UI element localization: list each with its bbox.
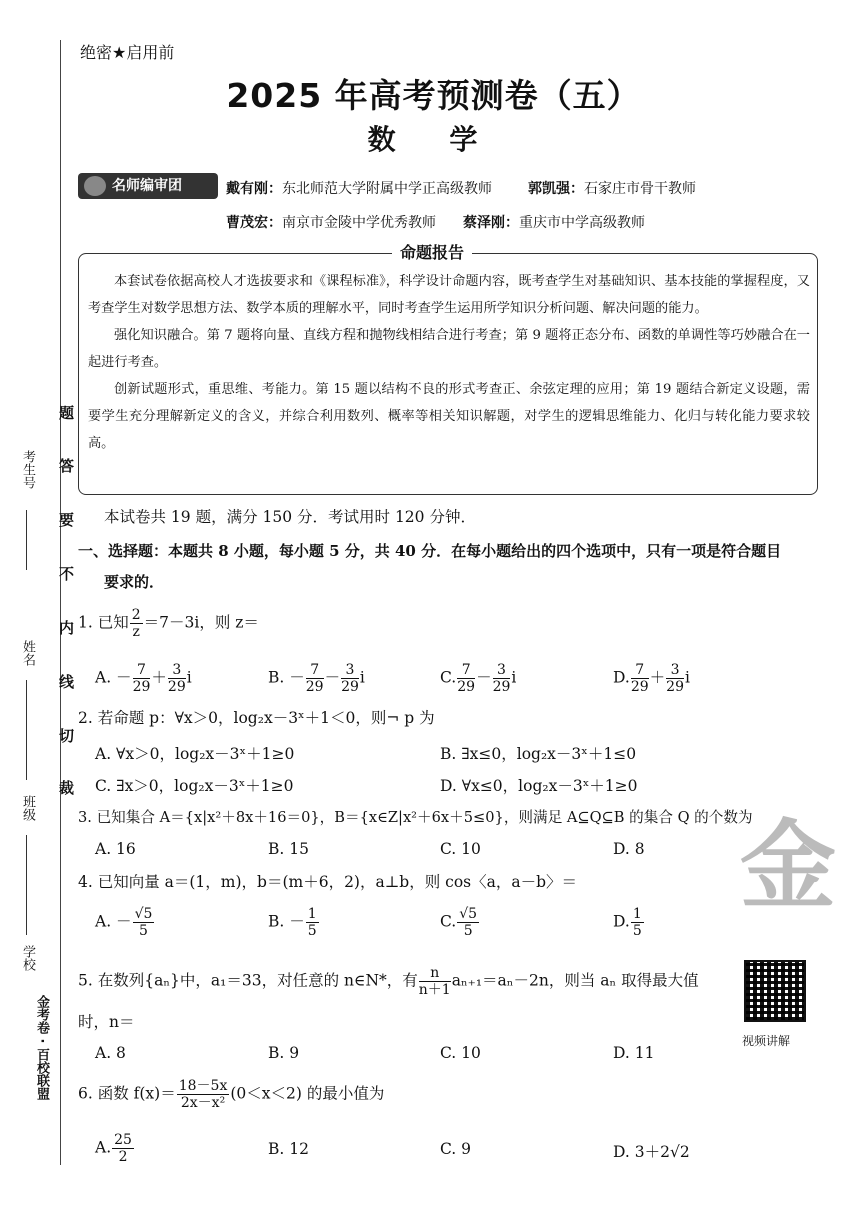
option-b[interactable]: B. 12	[268, 1140, 309, 1158]
cut-char: 线	[57, 674, 75, 689]
section-heading: 一、选择题：本题共 8 小题，每小题 5 分，共 40 分．在每小题给出的四个选项中，只有一项是符合题目	[78, 542, 782, 560]
question-5: 5. 在数列{aₙ}中，a₁＝33，对任意的 n∈N*，有 $\frac{n}{n+1}$ aₙ₊₁＝aₙ－2n，则当 aₙ 取得最大值	[78, 965, 699, 998]
section-heading-cont: 要求的．	[104, 573, 165, 591]
teacher-entry: 蔡泽刚：重庆市中学高级教师	[463, 215, 645, 231]
cut-char: 题	[57, 405, 75, 420]
option-a[interactable]: A. ∀x＞0，log₂x－3ˣ＋1≥0	[95, 745, 295, 763]
option-a[interactable]: A. 16	[95, 840, 136, 858]
report-paragraph: 强化知识融合。第 7 题将向量、直线方程和抛物线相结合进行考查；第 9 题将正态分布、函数的单调性等巧妙融合在一起进行考查。	[88, 328, 810, 370]
qr-code-icon[interactable]	[744, 960, 806, 1022]
name-line	[26, 680, 27, 780]
exam-intro: 本试卷共 19 题，满分 150 分．考试用时 120 分钟．	[104, 508, 476, 526]
option-d[interactable]: D. 8	[613, 840, 645, 858]
school-label: 学校	[20, 945, 35, 971]
option-b[interactable]: B. 15	[268, 840, 309, 858]
editor-team-badge: 名师编审团	[78, 173, 218, 199]
question-4: 4. 已知向量 a＝(1，m)，b＝(m＋6，2)，a⊥b，则 cos〈a，a－b〉＝	[78, 873, 578, 891]
report-paragraph: 本套试卷依据高校人才选拔要求和《课程标准》，科学设计命题内容，既考查学生对基础知识、基本技能的掌握程度，又考查学生对数学思想方法、数学本质的理解水平，同时考查学生运用所学知识分析问题、解决问题的能力。	[88, 274, 810, 316]
question-2: 2. 若命题 p：∀x＞0，log₂x－3ˣ＋1＜0，则¬ p 为	[78, 709, 435, 727]
option-c[interactable]: C. 10	[440, 1044, 481, 1062]
report-text	[88, 268, 810, 457]
name-label: 姓名	[20, 640, 35, 666]
exam-number-line	[26, 510, 27, 570]
cut-char: 不	[57, 566, 75, 581]
brand-label: 金考卷 · 百校联盟	[34, 995, 49, 1100]
option-d[interactable]: D. 3＋2√2	[613, 1143, 690, 1161]
option-b[interactable]: B. － $\frac{7}{29}$ － $\frac{3}{29}$ i	[268, 662, 365, 695]
confidential-label: 绝密★启用前	[80, 43, 175, 62]
option-b[interactable]: B. － $\frac{1}{5}$	[268, 906, 317, 939]
option-d[interactable]: D. $\frac{7}{29}$ ＋ $\frac{3}{29}$ i	[613, 662, 690, 695]
cut-char: 要	[57, 512, 75, 527]
question-5-cont: 时，n＝	[78, 1013, 135, 1031]
report-paragraph: 创新试题形式，重思维、考能力。第 15 题以结构不良的形式考查正、余弦定理的应用；第 19 题结合新定义设题，需要学生充分理解新定义的含义，并综合利用数列、概率等相关知识解题，对学生的逻辑思维能力、化归与转化能力要求较高。	[88, 382, 810, 451]
option-b[interactable]: B. 9	[268, 1044, 300, 1062]
question-3: 3. 已知集合 A＝{x|x²＋8x＋16＝0}，B＝{x∈Z|x²＋6x＋5≤0}，则满足 A⊆Q⊆B 的集合 Q 的个数为	[78, 809, 753, 826]
watermark-gold-char: 金	[740, 810, 836, 922]
cut-char: 切	[57, 728, 75, 743]
option-a[interactable]: A. － $\frac{7}{29}$ ＋ $\frac{3}{29}$ i	[95, 662, 192, 695]
option-d[interactable]: D. ∀x≤0，log₂x－3ˣ＋1≥0	[440, 777, 638, 795]
option-c[interactable]: C. $\frac{√5}{5}$	[440, 906, 478, 939]
teacher-entry: 郭凯强：石家庄市骨干教师	[528, 181, 696, 197]
cut-char: 裁	[57, 780, 75, 795]
question-1: 1. 已知 $\frac{2}{z}$ ＝7－3i，则 z＝	[78, 607, 259, 640]
video-explain-label: 视频讲解	[742, 1034, 791, 1048]
teacher-entry: 戴有刚：东北师范大学附属中学正高级教师	[226, 181, 492, 197]
cut-char: 答	[57, 458, 75, 473]
option-c[interactable]: C. 10	[440, 840, 481, 858]
class-label: 班级	[20, 795, 35, 821]
student-info-sidebar	[18, 240, 75, 1140]
option-d[interactable]: D. 11	[613, 1044, 655, 1062]
subject-title: 数 学	[367, 123, 500, 156]
option-a[interactable]: A. － $\frac{√5}{5}$	[95, 906, 153, 939]
cut-char: 内	[57, 620, 75, 635]
question-6: 6. 函数 f(x)＝ $\frac{18-5x}{\text{2x－x²}}$ (0＜x＜2) 的最小值为	[78, 1078, 385, 1111]
option-b[interactable]: B. ∃x≤0，log₂x－3ˣ＋1≤0	[440, 745, 637, 763]
option-c[interactable]: C. $\frac{7}{29}$ － $\frac{3}{29}$ i	[440, 662, 517, 695]
teacher-entry: 曹茂宏：南京市金陵中学优秀教师	[226, 215, 436, 231]
binding-line	[60, 40, 61, 1165]
exam-number-label: 考生号	[20, 450, 35, 489]
exam-title: 2025 年高考预测卷（五）	[226, 76, 641, 115]
class-line	[26, 835, 27, 935]
mascot-icon	[84, 176, 106, 196]
report-title: 命题报告	[392, 240, 472, 263]
option-c[interactable]: C. ∃x＞0，log₂x－3ˣ＋1≥0	[95, 777, 294, 795]
option-d[interactable]: D. $\frac{1}{5}$	[613, 906, 642, 939]
option-a[interactable]: A. 8	[95, 1044, 126, 1062]
option-a[interactable]: A. $\frac{25}{2}$	[95, 1132, 132, 1165]
option-c[interactable]: C. 9	[440, 1140, 472, 1158]
